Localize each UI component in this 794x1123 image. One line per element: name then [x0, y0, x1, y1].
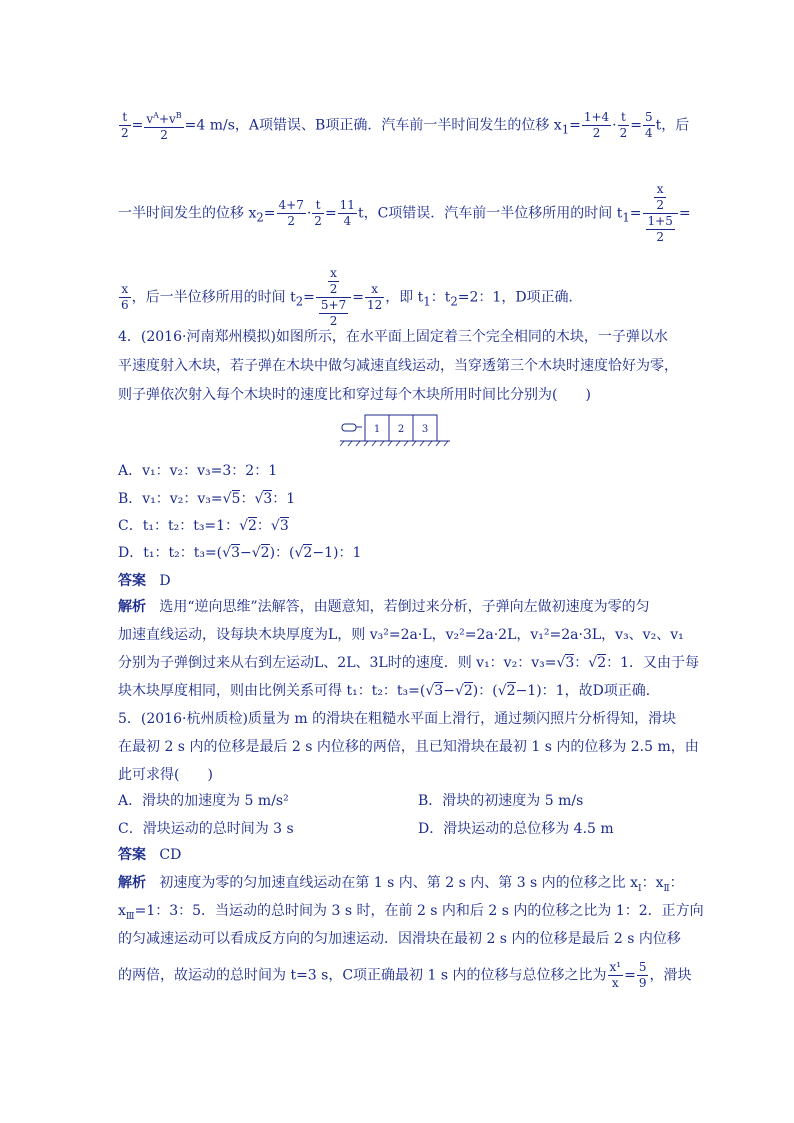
q5-analysis-line-2: $x_Ⅲ=1$：3：5．当运动的总时间为 3 s 时，在前 2 s 内和后 2 s 内的位移之比为 1：2．正方向: [118, 903, 704, 922]
q5-analysis-line-4: 的两倍，故运动的总时间为 t=3 s，C项正确最初 1 s 内的位移与总位移之比为 $\frac{\text{x¹}}{x}$ = $\frac{5}{9}$ ，滑块: [118, 960, 692, 990]
compound-fraction: $\frac{\frac{x}{2}}{\frac{1+5}{2}}$: [643, 182, 678, 245]
q4-option-b: B．v₁：v₂：v₃=√5：√3：1: [118, 491, 296, 507]
q4-analysis-line-3: 分别为子弹倒过来从右到左运动L、2L、3L时的速度．则 v₁：v₂：v₃=√3：√2：1．又由于每: [118, 655, 700, 671]
fraction: $\frac{t}{2}$: [314, 198, 322, 228]
q5-stem-line-1: 5．(2016·杭州质检)质量为 m 的滑块在粗糙水平面上滑行，通过频闪照片分析得知，滑块: [118, 711, 677, 727]
q4-analysis-line-2: 加速直线运动，设每块木块厚度为L，则 v₃²=2a·L，v₂²=2a·2L，v₁²=2a·3L，v₃、v₂、v₁: [118, 627, 684, 643]
q5-answer: 答案 CD: [118, 847, 182, 863]
q5-option-d: D．滑块运动的总位移为 4.5 m: [418, 821, 614, 837]
bullet-blocks-figure: [340, 410, 460, 450]
q5-option-c: C．滑块运动的总时间为 3 s: [118, 821, 294, 837]
solution-line-1: $\frac{t}{2}$ = $\frac{v^A+v^B}{2}$ =4 m/s，A项错误、B项正确．汽车前一半时间发生的位移 $x_1=$ $\frac{1+4}{2}$ · $\frac{t}{2}$ = $\frac{5}{4}$ t，后: [121, 110, 690, 142]
q5-stem-line-3: 此可求得( ): [118, 767, 213, 783]
fraction: $\frac{x}{6}$: [121, 282, 129, 312]
bullet-icon: [342, 424, 356, 431]
fraction: $\frac{11}{4}$: [339, 198, 355, 228]
q4-stem-line-2: 平速度射入木块，若子弹在木块中做匀减速直线运动，当穿透第三个木块时速度恰好为零，: [118, 358, 678, 374]
fraction: $\frac{x}{12}$: [366, 282, 383, 312]
compound-fraction: $\frac{\frac{x}{2}}{\frac{5+7}{2}}$: [316, 266, 351, 329]
block-label: 3: [421, 424, 429, 435]
fraction: $\frac{\text{x¹}}{x}$: [609, 960, 622, 990]
fraction: $\frac{5}{9}$: [638, 960, 647, 990]
block-label: 2: [397, 424, 405, 435]
q4-option-a: A．v₁：v₂：v₃=3：2：1: [118, 463, 278, 479]
fraction: $\frac{5}{4}$: [645, 110, 653, 140]
fraction: $\frac{4+7}{2}$: [278, 198, 304, 228]
q4-analysis-line-1: 解析 选用“逆向思维”法解答，由题意知，若倒过来分析，子弹向左做初速度为零的匀: [118, 599, 650, 615]
fraction: $\frac{t}{2}$: [619, 110, 628, 140]
solution-line-3: $\frac{x}{6}$ ，后一半位移所用的时间 $t_2=$ $\frac{\frac{x}{2}}{\frac{5+7}{2}}$ = $\frac{x}{12}$ ，即 $t_1$：$t_2=2$：1，D项正确．: [121, 266, 583, 328]
q5-option-b: B．滑块的初速度为 5 m/s: [418, 793, 584, 809]
q5-option-a: A．滑块的加速度为 5 m/s²: [118, 793, 289, 809]
q4-analysis-line-4: 块木块厚度相同，则由比例关系可得 t₁：t₂：t₃=(√3−√2)：(√2−1)：1，故D项正确．: [118, 683, 660, 699]
q4-stem-line-1: 4．(2016·河南郑州模拟)如图所示，在水平面上固定着三个完全相同的木块，一子弹以水: [118, 329, 668, 345]
fraction: $\frac{1+4}{2}$: [583, 110, 610, 140]
q5-stem-line-2: 在最初 2 s 内的位移是最后 2 s 内位移的两倍，且已知滑块在最初 1 s 内的位移为 2.5 m，由: [118, 739, 699, 755]
q4-answer: 答案 D: [118, 573, 171, 589]
q4-option-c: C．t₁：t₂：t₃=1：√2：√3: [118, 518, 289, 534]
q5-analysis-line-1: 解析 初速度为零的匀加速直线运动在第 1 s 内、第 2 s 内、第 3 s 内的位移之比 $x_Ⅰ$：$x_Ⅱ$：: [118, 875, 684, 894]
q4-option-d: D．t₁：t₂：t₃=(√3−√2)：(√2−1)：1: [118, 545, 362, 561]
q5-analysis-line-3: 的匀减速运动可以看成反方向的匀加速运动．因滑块在最初 2 s 内的位移是最后 2 s 内位移: [118, 931, 681, 947]
solution-line-2: 一半时间发生的位移 $x_2=$ $\frac{4+7}{2}$ · $\frac{t}{2}$ = $\frac{11}{4}$ t，C项错误．汽车前一半位移所用的时间 $t_1=$ $\frac{\frac{x}{2}}{\frac{1+5}{2}}$ =: [118, 182, 691, 244]
bullet-blocks-diagram: [340, 410, 460, 450]
block-label: 1: [373, 424, 381, 435]
fraction-t-half: $\frac{t}{2}$: [121, 110, 129, 140]
q4-stem-line-3: 则子弹依次射入每个木块时的速度比和穿过每个木块所用时间比分别为( ): [118, 387, 591, 403]
ground-hatch: [340, 441, 448, 446]
fraction-vA-vB: $\frac{v^A+v^B}{2}$: [144, 108, 183, 143]
